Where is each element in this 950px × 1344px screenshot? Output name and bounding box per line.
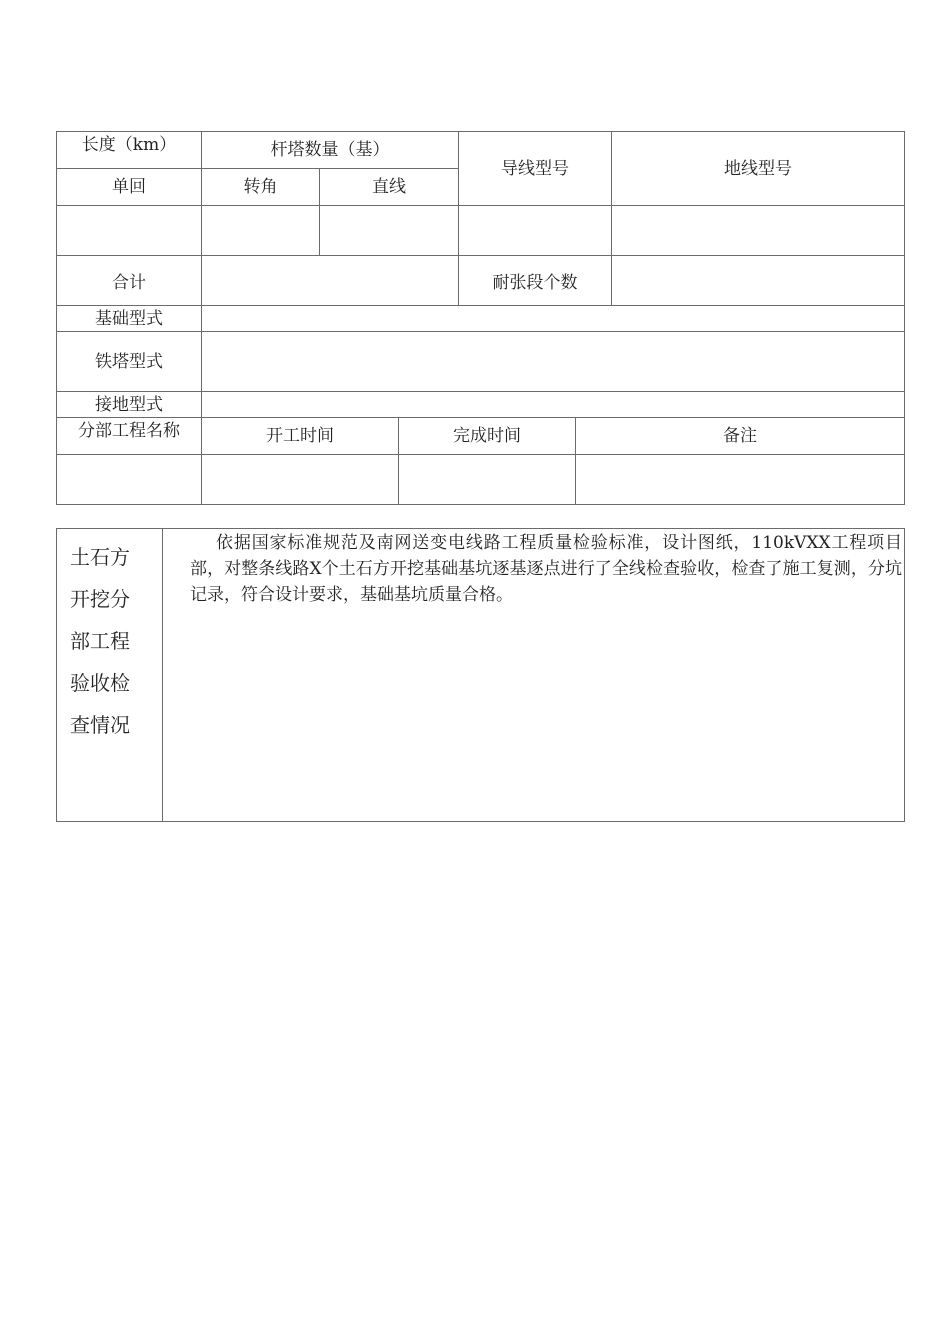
tower-type-label: 铁塔型式 (95, 351, 163, 372)
angle-tower-header: 转角 (243, 177, 278, 197)
sub-project-name-value (56, 455, 202, 504)
angle-tower-value (202, 206, 319, 255)
conductor-type-value (459, 206, 611, 255)
table-border-bottom (56, 821, 905, 822)
grounding-type-value (202, 392, 904, 417)
single-circuit-value (56, 206, 202, 255)
straight-tower-header: 直线 (372, 177, 406, 197)
sub-project-name-header: 分部工程名称 (78, 421, 180, 441)
ground-wire-type-header: 地线型号 (724, 158, 792, 179)
table-border-left (56, 528, 57, 822)
inspection-title-line: 查情况 (70, 713, 130, 737)
table-border-right (904, 131, 905, 505)
start-time-header: 开工时间 (266, 426, 334, 446)
table-border-right (904, 528, 905, 822)
grounding-type-label: 接地型式 (95, 395, 163, 415)
tower-type-value (202, 332, 904, 391)
inspection-text: 依据国家标准规范及南网送变电线路工程质量检验标准，设计图纸，110kVXX工程项目部，对整条线路X个土石方开挖基础基坑逐基逐点进行了全线检查验收，检查了施工复测，分坑记录，符合设计要求，基础基坑质量合格。 (190, 533, 902, 605)
conductor-type-header: 导线型号 (501, 158, 569, 179)
length-header: 长度（km） (81, 135, 177, 155)
remarks-value (576, 455, 904, 504)
start-time-value (202, 455, 398, 504)
table-border-bottom (56, 504, 905, 505)
straight-tower-value (320, 206, 458, 255)
table-border-top (56, 528, 905, 529)
inspection-title-line: 土石方 (70, 545, 130, 569)
total-value (202, 256, 458, 305)
remarks-header: 备注 (723, 426, 757, 446)
tension-sections-value (612, 256, 904, 305)
foundation-type-label: 基础型式 (95, 308, 163, 329)
ground-wire-type-value (612, 206, 904, 255)
finish-time-header: 完成时间 (453, 426, 521, 446)
table-line (162, 528, 163, 822)
foundation-type-value (202, 306, 904, 331)
finish-time-value (399, 455, 575, 504)
tension-sections-label: 耐张段个数 (492, 272, 578, 293)
total-label: 合计 (112, 272, 146, 293)
inspection-title (70, 536, 150, 746)
single-circuit-header: 单回 (112, 177, 146, 197)
inspection-title-line: 开挖分 (70, 587, 130, 611)
inspection-title-line: 验收检 (70, 671, 130, 695)
tower-count-header: 杆塔数量（基） (270, 140, 390, 160)
inspection-title-line: 部工程 (70, 629, 130, 653)
